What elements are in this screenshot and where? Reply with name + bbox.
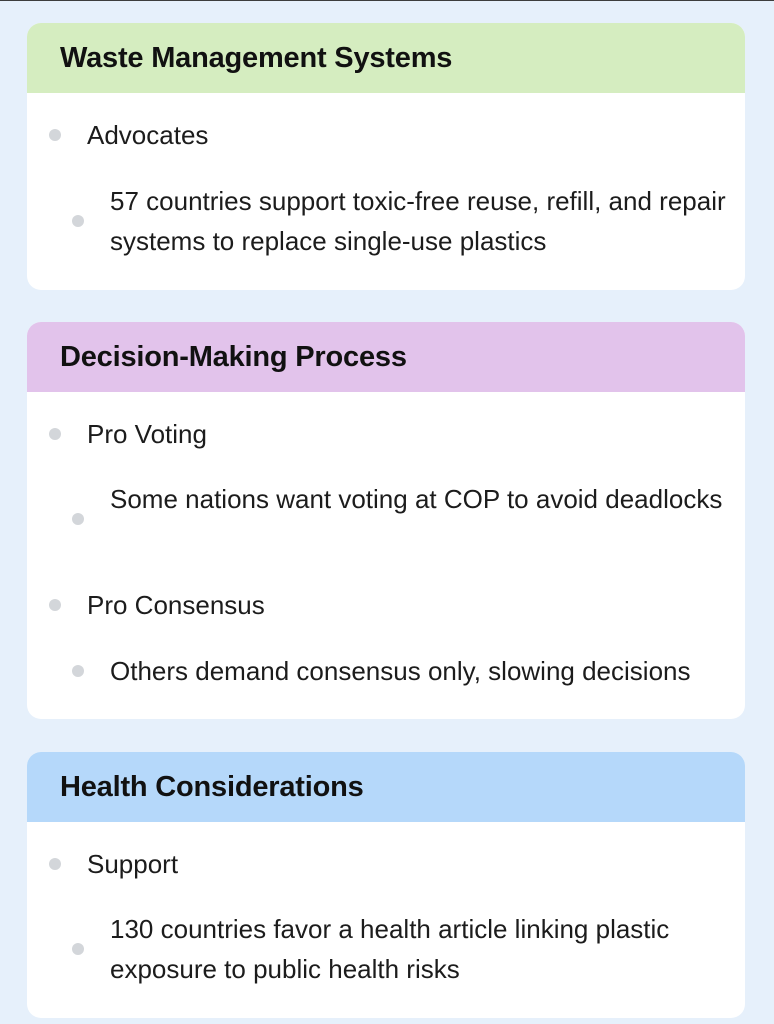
section-card-health xyxy=(27,752,745,1018)
bullet-icon xyxy=(72,665,84,677)
section-title: Decision-Making Process xyxy=(60,340,407,373)
detail-item xyxy=(27,479,745,559)
group-item xyxy=(27,414,745,454)
detail-text: 130 countries favor a health article linking plastic exposure to public health risks xyxy=(110,914,670,984)
section-header xyxy=(27,322,745,392)
group-item xyxy=(27,844,745,884)
section-header xyxy=(27,23,745,93)
bullet-icon xyxy=(49,599,61,611)
detail-item xyxy=(27,181,745,261)
detail-item xyxy=(27,909,745,989)
bullet-icon xyxy=(49,129,61,141)
group-item xyxy=(27,115,745,155)
detail-text: Some nations want voting at COP to avoid deadlocks xyxy=(110,484,723,514)
group-label: Pro Consensus xyxy=(87,590,265,620)
section-header xyxy=(27,752,745,822)
section-card-decision-making xyxy=(27,322,745,719)
bullet-icon xyxy=(72,215,84,227)
detail-text: Others demand consensus only, slowing decisions xyxy=(110,656,691,686)
bullet-icon xyxy=(49,858,61,870)
group-item xyxy=(27,585,745,625)
section-title: Waste Management Systems xyxy=(60,41,453,74)
detail-text: 57 countries support toxic-free reuse, refill, and repair systems to replace single-use plastics xyxy=(110,186,726,256)
group-label: Support xyxy=(87,849,179,879)
bullet-icon xyxy=(49,428,61,440)
group-label: Advocates xyxy=(87,120,209,150)
group-label: Pro Voting xyxy=(87,419,207,449)
top-divider xyxy=(0,0,774,1)
section-title: Health Considerations xyxy=(60,770,364,803)
bullet-icon xyxy=(72,943,84,955)
section-card-waste-management xyxy=(27,23,745,290)
bullet-icon xyxy=(72,513,84,525)
detail-item xyxy=(27,651,745,691)
